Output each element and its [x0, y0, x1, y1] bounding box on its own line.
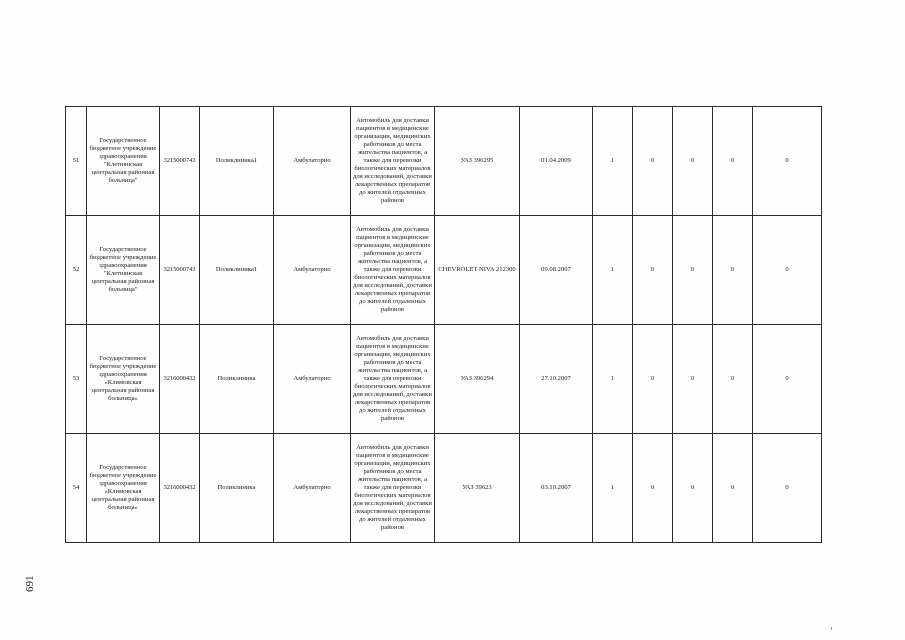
- care-type: Амбулаторно: [274, 434, 351, 543]
- row-number: 54: [66, 434, 87, 543]
- count-cell: 1: [593, 107, 633, 216]
- count-cell: 0: [753, 434, 822, 543]
- count-cell: 0: [713, 107, 753, 216]
- care-type: Амбулаторно: [274, 325, 351, 434]
- count-cell: 0: [753, 216, 822, 325]
- inn-code: 3215000743: [160, 216, 200, 325]
- table-row: [66, 107, 822, 216]
- count-cell: 1: [593, 434, 633, 543]
- row-number: 51: [66, 107, 87, 216]
- table-row: [66, 216, 822, 325]
- count-cell: 0: [713, 325, 753, 434]
- inn-code: 3216000432: [160, 434, 200, 543]
- table-row: [66, 434, 822, 543]
- page-number: 691: [24, 575, 36, 592]
- count-cell: 0: [713, 216, 753, 325]
- vehicle-purpose: Автомобиль для доставки пациентов в медицинские организации, медицинских работников до места жительства пациентов, а также для перевозки биологических материалов для исследований, доставки лекарственных препаратов до жителей отдаленных районов: [351, 107, 435, 216]
- vehicle-model: УАЗ 39623: [435, 434, 520, 543]
- vehicle-model: УАЗ 396295: [435, 107, 520, 216]
- table-row: [66, 325, 822, 434]
- inn-code: 3215000743: [160, 107, 200, 216]
- count-cell: 0: [673, 325, 713, 434]
- registration-date: 09.08.2007: [520, 216, 593, 325]
- count-cell: 1: [593, 216, 633, 325]
- count-cell: 0: [753, 107, 822, 216]
- care-type: Амбулаторно: [274, 216, 351, 325]
- count-cell: 0: [673, 434, 713, 543]
- department: Поликлиника1: [200, 107, 274, 216]
- organization-name: Государственное бюджетное учреждение здравоохранения «Климовская центральная районная больница»: [87, 434, 160, 543]
- organization-name: Государственное бюджетное учреждение здравоохранения "Клетнянская центральная районная больница": [87, 216, 160, 325]
- count-cell: 1: [593, 325, 633, 434]
- registration-date: 03.10.2007: [520, 434, 593, 543]
- scan-speck: [831, 627, 832, 630]
- organization-name: Государственное бюджетное учреждение здравоохранения «Климовская центральная районная больница»: [87, 325, 160, 434]
- vehicle-model: CHEVROLET NIVA 212300: [435, 216, 520, 325]
- organization-name: Государственное бюджетное учреждение здравоохранения "Клетнянская центральная районная больница": [87, 107, 160, 216]
- registration-date: 27.10.2007: [520, 325, 593, 434]
- row-number: 52: [66, 216, 87, 325]
- count-cell: 0: [713, 434, 753, 543]
- vehicle-purpose: Автомобиль для доставки пациентов в медицинские организации, медицинских работников до места жительства пациентов, а также для перевозки биологических материалов для исследований, доставки лекарственных препаратов до жителей отдаленных районов: [351, 325, 435, 434]
- count-cell: 0: [633, 325, 673, 434]
- registration-date: 01.04.2009: [520, 107, 593, 216]
- department: Поликлиника1: [200, 216, 274, 325]
- count-cell: 0: [753, 325, 822, 434]
- count-cell: 0: [673, 216, 713, 325]
- count-cell: 0: [633, 107, 673, 216]
- count-cell: 0: [633, 434, 673, 543]
- vehicle-purpose: Автомобиль для доставки пациентов в медицинские организации, медицинских работников до места жительства пациентов, а также для перевозки биологических материалов для исследований, доставки лекарственных препаратов до жителей отдаленных районов: [351, 216, 435, 325]
- care-type: Амбулаторно: [274, 107, 351, 216]
- department: Поликлиника: [200, 434, 274, 543]
- vehicle-model: УАЗ 396294: [435, 325, 520, 434]
- row-number: 53: [66, 325, 87, 434]
- department: Поликлиника: [200, 325, 274, 434]
- vehicle-purpose: Автомобиль для доставки пациентов в медицинские организации, медицинских работников до места жительства пациентов, а также для перевозки биологических материалов для исследований, доставки лекарственных препаратов до жителей отдаленных районов: [351, 434, 435, 543]
- count-cell: 0: [673, 107, 713, 216]
- count-cell: 0: [633, 216, 673, 325]
- vehicle-registry-table: [65, 106, 822, 543]
- inn-code: 3216000432: [160, 325, 200, 434]
